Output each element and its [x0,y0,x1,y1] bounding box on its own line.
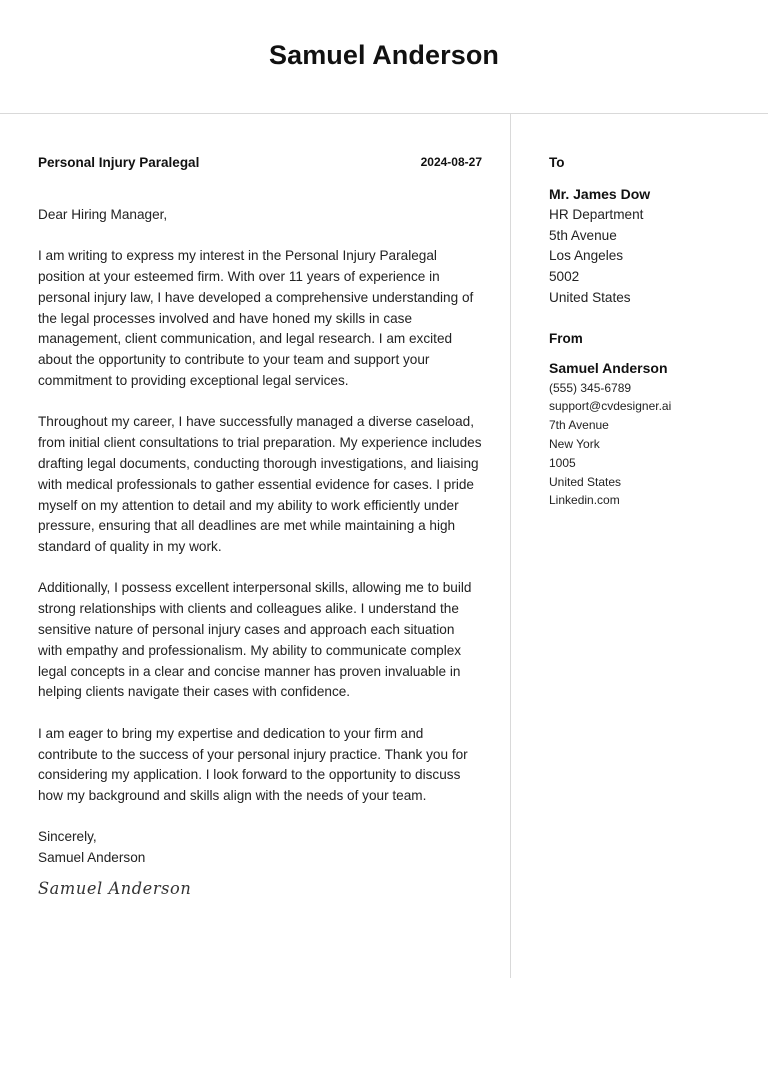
closing-phrase: Sincerely, [38,829,97,845]
job-title: Personal Injury Paralegal [38,155,200,170]
recipient-label: To [549,155,565,170]
sender-email: support@cvdesigner.ai [549,399,672,414]
sender-country: United States [549,474,622,489]
signature: Samuel Anderson [38,879,192,899]
recipient-country: United States [549,289,631,305]
recipient-name: Mr. James Dow [549,186,651,202]
sender-label: From [549,330,583,346]
recipient-department: HR Department [549,206,644,222]
sender-phone: (555) 345-6789 [549,380,632,395]
recipient-zip: 5002 [549,269,580,285]
body-paragraph-1: I am writing to express my interest in the Personal Injury Paralegal position at your esteemed firm. With over 11 years of experience in personal injury law, I have developed a comprehensive understanding of the legal processes involved and have honed my skills in case management, client communication, and legal research. I am excited about the opportunity to contribute to your team and support your commitment to providing exceptional legal services. [38,248,474,389]
closing-block [38,827,482,869]
body-paragraph-4: I am eager to bring my expertise and dedication to your firm and contribute to the success of your personal injury practice. Thank you for considering my application. I look forward to the opportunity to discuss how my background and skills align with the needs of your team. [38,725,468,804]
recipient-street: 5th Avenue [549,227,617,243]
sender-name: Samuel Anderson [549,359,668,376]
letter-meta-row [38,154,482,174]
contact-sidebar [549,154,749,510]
salutation: Dear Hiring Manager, [38,207,168,222]
sender-city: New York [549,436,600,451]
letter-header [0,0,768,114]
sender-website: Linkedin.com [549,493,620,508]
applicant-name-heading: Samuel Anderson [268,40,500,70]
letter-date: 2024-08-27 [420,155,482,169]
sender-street: 7th Avenue [549,418,609,433]
body-paragraph-2: Throughout my career, I have successfully managed a diverse caseload, from initial client consultations to trial preparation. My experience includes drafting legal documents, conducting thorough investigations, and liaising with medical professionals to gather essential evidence for cases. I pride myself on my attention to detail and my ability to work efficiently under pressure, ensuring that all deadlines are met while maintaining a high standard of quality in my work. [38,414,482,555]
sender-zip: 1005 [549,455,576,470]
column-divider [510,114,511,978]
body-paragraph-3: Additionally, I possess excellent interpersonal skills, allowing me to build strong relationships with clients and colleagues alike. I understand the sensitive nature of personal injury cases and approach each situation with empathy and professionalism. My ability to communicate complex legal concepts in a clear and concise manner has proven invaluable in helping clients navigate their cases with confidence. [38,580,472,700]
letter-body [38,154,482,898]
closing-name: Samuel Anderson [38,850,146,866]
recipient-city: Los Angeles [549,248,624,264]
